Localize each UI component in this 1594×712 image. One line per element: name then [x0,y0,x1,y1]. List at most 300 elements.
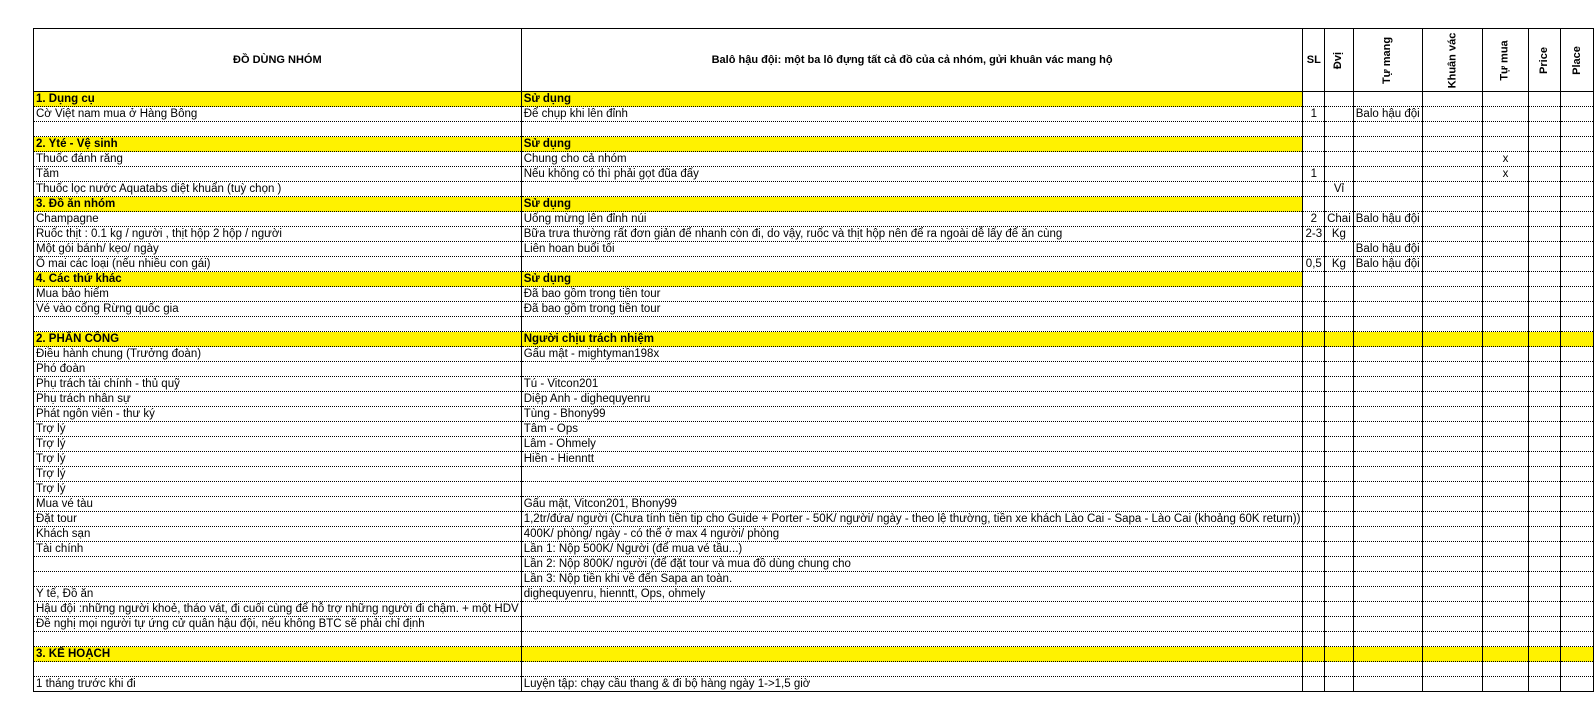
place-cell[interactable] [1560,182,1594,197]
self-carry-cell[interactable] [1353,647,1422,662]
usage-cell[interactable]: Đã bao gồm trong tiền tour [521,302,1303,317]
usage-cell[interactable]: Gấu mật - mightyman198x [521,347,1303,362]
self-buy-cell[interactable] [1483,407,1528,422]
self-carry-cell[interactable] [1353,662,1422,677]
place-cell[interactable] [1560,632,1594,647]
self-buy-cell[interactable] [1483,527,1528,542]
self-carry-cell[interactable] [1353,512,1422,527]
usage-cell[interactable]: Nếu không có thì phải gọt đũa đấy [521,167,1303,182]
unit-cell[interactable]: Chai [1325,212,1354,227]
porter-cell[interactable] [1422,332,1483,347]
porter-cell[interactable] [1422,587,1483,602]
self-buy-cell[interactable] [1483,212,1528,227]
self-buy-cell[interactable] [1483,272,1528,287]
quantity-cell[interactable] [1303,437,1325,452]
item-cell[interactable]: Trợ lý [34,452,522,467]
place-cell[interactable] [1560,482,1594,497]
item-cell[interactable]: Mua vé tàu [34,497,522,512]
place-cell[interactable] [1560,362,1594,377]
self-buy-cell[interactable] [1483,617,1528,632]
place-cell[interactable] [1560,377,1594,392]
item-cell[interactable]: Ô mai các loại (nếu nhiều con gái) [34,257,522,272]
unit-cell[interactable] [1325,152,1354,167]
price-cell[interactable] [1528,272,1560,287]
usage-cell[interactable]: 400K/ phòng/ ngày - có thể ở max 4 người/ phòng [521,527,1303,542]
price-cell[interactable] [1528,257,1560,272]
self-carry-cell[interactable] [1353,407,1422,422]
porter-cell[interactable] [1422,227,1483,242]
self-buy-cell[interactable] [1483,332,1528,347]
price-cell[interactable] [1528,467,1560,482]
price-cell[interactable] [1528,527,1560,542]
self-buy-cell[interactable] [1483,182,1528,197]
self-buy-cell[interactable] [1483,302,1528,317]
unit-cell[interactable] [1325,632,1354,647]
quantity-cell[interactable] [1303,602,1325,617]
porter-cell[interactable] [1422,182,1483,197]
self-buy-cell[interactable] [1483,647,1528,662]
porter-cell[interactable] [1422,617,1483,632]
price-cell[interactable] [1528,437,1560,452]
place-cell[interactable] [1560,272,1594,287]
place-cell[interactable] [1560,542,1594,557]
item-cell[interactable]: Hậu đội :những người khoẻ, tháo vát, đi cuối cùng để hỗ trợ những người đi chậm. + một HDV [34,602,522,617]
price-cell[interactable] [1528,137,1560,152]
porter-cell[interactable] [1422,212,1483,227]
porter-cell[interactable] [1422,527,1483,542]
item-cell[interactable]: 2. Yté - Vệ sinh [34,137,522,152]
quantity-cell[interactable]: 1 [1303,107,1325,122]
item-cell[interactable]: Trợ lý [34,422,522,437]
place-cell[interactable] [1560,437,1594,452]
self-buy-cell[interactable] [1483,362,1528,377]
usage-cell[interactable] [521,182,1303,197]
usage-cell[interactable] [521,647,1303,662]
porter-cell[interactable] [1422,542,1483,557]
unit-cell[interactable] [1325,392,1354,407]
quantity-cell[interactable] [1303,317,1325,332]
place-cell[interactable] [1560,407,1594,422]
usage-cell[interactable]: Sử dụng [521,197,1303,212]
unit-cell[interactable] [1325,452,1354,467]
unit-cell[interactable]: Kg [1325,227,1354,242]
self-carry-cell[interactable] [1353,437,1422,452]
place-cell[interactable] [1560,572,1594,587]
quantity-cell[interactable] [1303,137,1325,152]
place-cell[interactable] [1560,332,1594,347]
usage-cell[interactable] [521,362,1303,377]
unit-cell[interactable] [1325,362,1354,377]
porter-cell[interactable] [1422,347,1483,362]
price-cell[interactable] [1528,482,1560,497]
self-buy-cell[interactable] [1483,257,1528,272]
self-carry-cell[interactable] [1353,467,1422,482]
unit-cell[interactable] [1325,542,1354,557]
self-buy-cell[interactable] [1483,602,1528,617]
self-buy-cell[interactable]: x [1483,167,1528,182]
porter-cell[interactable] [1422,152,1483,167]
porter-cell[interactable] [1422,572,1483,587]
usage-cell[interactable]: Luyện tập: chạy cầu thang & đi bộ hàng ngày 1->1,5 giờ [521,677,1303,692]
usage-cell[interactable]: Sử dụng [521,137,1303,152]
self-buy-cell[interactable] [1483,572,1528,587]
item-cell[interactable]: 3. KẾ HOẠCH [34,647,522,662]
quantity-cell[interactable] [1303,287,1325,302]
usage-cell[interactable]: Diệp Anh - dighequyenru [521,392,1303,407]
unit-cell[interactable] [1325,92,1354,107]
price-cell[interactable] [1528,317,1560,332]
item-cell[interactable]: Tăm [34,167,522,182]
price-cell[interactable] [1528,452,1560,467]
place-cell[interactable] [1560,662,1594,677]
place-cell[interactable] [1560,347,1594,362]
quantity-cell[interactable] [1303,377,1325,392]
price-cell[interactable] [1528,227,1560,242]
usage-cell[interactable]: Người chịu trách nhiệm [521,332,1303,347]
self-carry-cell[interactable] [1353,167,1422,182]
self-buy-cell[interactable] [1483,197,1528,212]
quantity-cell[interactable] [1303,542,1325,557]
self-carry-cell[interactable] [1353,197,1422,212]
porter-cell[interactable] [1422,422,1483,437]
self-buy-cell[interactable] [1483,542,1528,557]
item-cell[interactable]: Vé vào cổng Rừng quốc gia [34,302,522,317]
place-cell[interactable] [1560,167,1594,182]
self-carry-cell[interactable] [1353,497,1422,512]
self-buy-cell[interactable] [1483,482,1528,497]
price-cell[interactable] [1528,212,1560,227]
quantity-cell[interactable] [1303,557,1325,572]
self-buy-cell[interactable] [1483,107,1528,122]
place-cell[interactable] [1560,392,1594,407]
porter-cell[interactable] [1422,467,1483,482]
quantity-cell[interactable] [1303,467,1325,482]
porter-cell[interactable] [1422,197,1483,212]
self-buy-cell[interactable] [1483,467,1528,482]
self-buy-cell[interactable] [1483,632,1528,647]
porter-cell[interactable] [1422,482,1483,497]
quantity-cell[interactable] [1303,617,1325,632]
self-carry-cell[interactable] [1353,602,1422,617]
price-cell[interactable] [1528,362,1560,377]
quantity-cell[interactable] [1303,182,1325,197]
self-buy-cell[interactable] [1483,422,1528,437]
usage-cell[interactable] [521,122,1303,137]
usage-cell[interactable] [521,467,1303,482]
self-buy-cell[interactable] [1483,122,1528,137]
place-cell[interactable] [1560,557,1594,572]
place-cell[interactable] [1560,647,1594,662]
unit-cell[interactable] [1325,497,1354,512]
place-cell[interactable] [1560,497,1594,512]
item-cell[interactable]: Phụ trách tài chính - thủ quỹ [34,377,522,392]
porter-cell[interactable] [1422,632,1483,647]
self-buy-cell[interactable] [1483,92,1528,107]
item-cell[interactable]: Trợ lý [34,482,522,497]
place-cell[interactable] [1560,602,1594,617]
unit-cell[interactable] [1325,137,1354,152]
place-cell[interactable] [1560,107,1594,122]
place-cell[interactable] [1560,512,1594,527]
unit-cell[interactable] [1325,587,1354,602]
usage-cell[interactable]: Đã bao gồm trong tiền tour [521,287,1303,302]
self-carry-cell[interactable]: Balo hậu đội [1353,257,1422,272]
unit-cell[interactable] [1325,107,1354,122]
porter-cell[interactable] [1422,602,1483,617]
item-cell[interactable]: 1. Dụng cụ [34,92,522,107]
place-cell[interactable] [1560,302,1594,317]
usage-cell[interactable]: Để chụp khi lên đỉnh [521,107,1303,122]
unit-cell[interactable] [1325,617,1354,632]
price-cell[interactable] [1528,242,1560,257]
item-cell[interactable]: Champagne [34,212,522,227]
quantity-cell[interactable] [1303,632,1325,647]
usage-cell[interactable]: Lâm - Ohmely [521,437,1303,452]
price-cell[interactable] [1528,407,1560,422]
usage-cell[interactable]: Tú - Vitcon201 [521,377,1303,392]
unit-cell[interactable] [1325,272,1354,287]
porter-cell[interactable] [1422,257,1483,272]
item-cell[interactable]: 2. PHÂN CÔNG [34,332,522,347]
unit-cell[interactable] [1325,287,1354,302]
quantity-cell[interactable] [1303,347,1325,362]
self-buy-cell[interactable] [1483,452,1528,467]
porter-cell[interactable] [1422,437,1483,452]
self-carry-cell[interactable] [1353,92,1422,107]
place-cell[interactable] [1560,257,1594,272]
price-cell[interactable] [1528,572,1560,587]
price-cell[interactable] [1528,302,1560,317]
item-cell[interactable] [34,632,522,647]
self-carry-cell[interactable] [1353,347,1422,362]
porter-cell[interactable] [1422,92,1483,107]
self-buy-cell[interactable] [1483,557,1528,572]
usage-cell[interactable]: Lần 2: Nộp 800K/ người (để đặt tour và mua đồ dùng chung cho [521,557,1303,572]
unit-cell[interactable] [1325,527,1354,542]
unit-cell[interactable] [1325,647,1354,662]
quantity-cell[interactable] [1303,497,1325,512]
price-cell[interactable] [1528,617,1560,632]
item-cell[interactable] [34,572,522,587]
unit-cell[interactable] [1325,407,1354,422]
porter-cell[interactable] [1422,362,1483,377]
place-cell[interactable] [1560,527,1594,542]
unit-cell[interactable] [1325,347,1354,362]
price-cell[interactable] [1528,632,1560,647]
self-buy-cell[interactable] [1483,347,1528,362]
self-carry-cell[interactable] [1353,332,1422,347]
place-cell[interactable] [1560,242,1594,257]
usage-cell[interactable]: Lần 3: Nộp tiền khi về đến Sapa an toàn. [521,572,1303,587]
self-carry-cell[interactable] [1353,182,1422,197]
place-cell[interactable] [1560,467,1594,482]
self-carry-cell[interactable] [1353,272,1422,287]
porter-cell[interactable] [1422,512,1483,527]
price-cell[interactable] [1528,557,1560,572]
self-carry-cell[interactable]: Balo hậu đội [1353,212,1422,227]
porter-cell[interactable] [1422,452,1483,467]
self-carry-cell[interactable] [1353,317,1422,332]
place-cell[interactable] [1560,587,1594,602]
price-cell[interactable] [1528,152,1560,167]
item-cell[interactable]: Trợ lý [34,437,522,452]
price-cell[interactable] [1528,422,1560,437]
item-cell[interactable]: Tài chính [34,542,522,557]
price-cell[interactable] [1528,377,1560,392]
self-buy-cell[interactable]: x [1483,152,1528,167]
porter-cell[interactable] [1422,122,1483,137]
porter-cell[interactable] [1422,497,1483,512]
self-carry-cell[interactable] [1353,377,1422,392]
item-cell[interactable] [34,662,522,677]
self-carry-cell[interactable] [1353,362,1422,377]
price-cell[interactable] [1528,332,1560,347]
self-carry-cell[interactable] [1353,527,1422,542]
self-carry-cell[interactable]: Balo hậu đội [1353,242,1422,257]
place-cell[interactable] [1560,317,1594,332]
place-cell[interactable] [1560,287,1594,302]
item-cell[interactable] [34,122,522,137]
item-cell[interactable]: Mua bảo hiểm [34,287,522,302]
price-cell[interactable] [1528,107,1560,122]
item-cell[interactable]: Phó đoàn [34,362,522,377]
porter-cell[interactable] [1422,302,1483,317]
price-cell[interactable] [1528,587,1560,602]
item-cell[interactable]: Phụ trách nhân sự [34,392,522,407]
place-cell[interactable] [1560,227,1594,242]
unit-cell[interactable] [1325,677,1354,692]
quantity-cell[interactable] [1303,92,1325,107]
self-carry-cell[interactable] [1353,572,1422,587]
porter-cell[interactable] [1422,242,1483,257]
self-carry-cell[interactable] [1353,122,1422,137]
porter-cell[interactable] [1422,107,1483,122]
usage-cell[interactable]: Liên hoan buổi tối [521,242,1303,257]
porter-cell[interactable] [1422,557,1483,572]
usage-cell[interactable]: Lần 1: Nộp 500K/ Người (để mua vé tầu...) [521,542,1303,557]
unit-cell[interactable] [1325,467,1354,482]
quantity-cell[interactable] [1303,677,1325,692]
usage-cell[interactable] [521,482,1303,497]
porter-cell[interactable] [1422,287,1483,302]
unit-cell[interactable] [1325,437,1354,452]
self-buy-cell[interactable] [1483,392,1528,407]
unit-cell[interactable] [1325,377,1354,392]
self-buy-cell[interactable] [1483,377,1528,392]
usage-cell[interactable]: Tâm - Ops [521,422,1303,437]
usage-cell[interactable]: 1,2tr/đứa/ người (Chưa tính tiền tip cho Guide + Porter - 50K/ người/ ngày - theo lệ thường, tiền xe khách Lào Cai - Sapa - Lào Cai (khoảng 60K return)) [521,512,1303,527]
usage-cell[interactable]: Bữa trưa thường rất đơn giản để nhanh còn đi, do vậy, ruốc và thịt hộp nên để ra ngoài dễ lấy để ăn cùng [521,227,1303,242]
quantity-cell[interactable]: 1 [1303,167,1325,182]
self-carry-cell[interactable] [1353,557,1422,572]
unit-cell[interactable] [1325,197,1354,212]
unit-cell[interactable] [1325,332,1354,347]
self-carry-cell[interactable]: Balo hậu đội [1353,107,1422,122]
place-cell[interactable] [1560,137,1594,152]
quantity-cell[interactable] [1303,302,1325,317]
self-buy-cell[interactable] [1483,587,1528,602]
self-carry-cell[interactable] [1353,482,1422,497]
unit-cell[interactable]: Vỉ [1325,182,1354,197]
quantity-cell[interactable] [1303,362,1325,377]
usage-cell[interactable]: dighequyenru, hienntt, Ops, ohmely [521,587,1303,602]
unit-cell[interactable] [1325,422,1354,437]
usage-cell[interactable] [521,617,1303,632]
quantity-cell[interactable] [1303,272,1325,287]
unit-cell[interactable] [1325,302,1354,317]
unit-cell[interactable] [1325,662,1354,677]
unit-cell[interactable] [1325,167,1354,182]
unit-cell[interactable] [1325,572,1354,587]
price-cell[interactable] [1528,662,1560,677]
usage-cell[interactable] [521,602,1303,617]
place-cell[interactable] [1560,677,1594,692]
self-buy-cell[interactable] [1483,227,1528,242]
place-cell[interactable] [1560,422,1594,437]
quantity-cell[interactable]: 0,5 [1303,257,1325,272]
quantity-cell[interactable] [1303,392,1325,407]
price-cell[interactable] [1528,167,1560,182]
quantity-cell[interactable] [1303,407,1325,422]
place-cell[interactable] [1560,122,1594,137]
porter-cell[interactable] [1422,167,1483,182]
quantity-cell[interactable] [1303,197,1325,212]
porter-cell[interactable] [1422,137,1483,152]
item-cell[interactable]: Thuốc lọc nước Aquatabs diệt khuẩn (tuỳ chọn ) [34,182,522,197]
quantity-cell[interactable] [1303,647,1325,662]
quantity-cell[interactable]: 2 [1303,212,1325,227]
quantity-cell[interactable] [1303,587,1325,602]
quantity-cell[interactable] [1303,572,1325,587]
unit-cell[interactable] [1325,122,1354,137]
self-carry-cell[interactable] [1353,287,1422,302]
unit-cell[interactable] [1325,557,1354,572]
self-buy-cell[interactable] [1483,677,1528,692]
usage-cell[interactable]: Chung cho cả nhóm [521,152,1303,167]
quantity-cell[interactable] [1303,122,1325,137]
item-cell[interactable]: Một gói bánh/ kẹo/ ngày [34,242,522,257]
porter-cell[interactable] [1422,677,1483,692]
self-buy-cell[interactable] [1483,512,1528,527]
item-cell[interactable]: 4. Các thứ khác [34,272,522,287]
usage-cell[interactable]: Gấu mật, Vitcon201, Bhony99 [521,497,1303,512]
porter-cell[interactable] [1422,392,1483,407]
price-cell[interactable] [1528,677,1560,692]
quantity-cell[interactable] [1303,242,1325,257]
price-cell[interactable] [1528,287,1560,302]
item-cell[interactable]: Điều hành chung (Trưởng đoàn) [34,347,522,362]
unit-cell[interactable] [1325,242,1354,257]
porter-cell[interactable] [1422,377,1483,392]
usage-cell[interactable] [521,257,1303,272]
price-cell[interactable] [1528,602,1560,617]
quantity-cell[interactable] [1303,152,1325,167]
quantity-cell[interactable] [1303,422,1325,437]
item-cell[interactable]: Khách sạn [34,527,522,542]
porter-cell[interactable] [1422,407,1483,422]
place-cell[interactable] [1560,197,1594,212]
self-carry-cell[interactable] [1353,617,1422,632]
price-cell[interactable] [1528,512,1560,527]
quantity-cell[interactable] [1303,662,1325,677]
item-cell[interactable]: Ruốc thịt : 0.1 kg / người , thịt hộp 2 hộp / người [34,227,522,242]
item-cell[interactable]: 1 tháng trước khi đi [34,677,522,692]
price-cell[interactable] [1528,392,1560,407]
unit-cell[interactable] [1325,482,1354,497]
unit-cell[interactable] [1325,602,1354,617]
item-cell[interactable] [34,317,522,332]
porter-cell[interactable] [1422,272,1483,287]
